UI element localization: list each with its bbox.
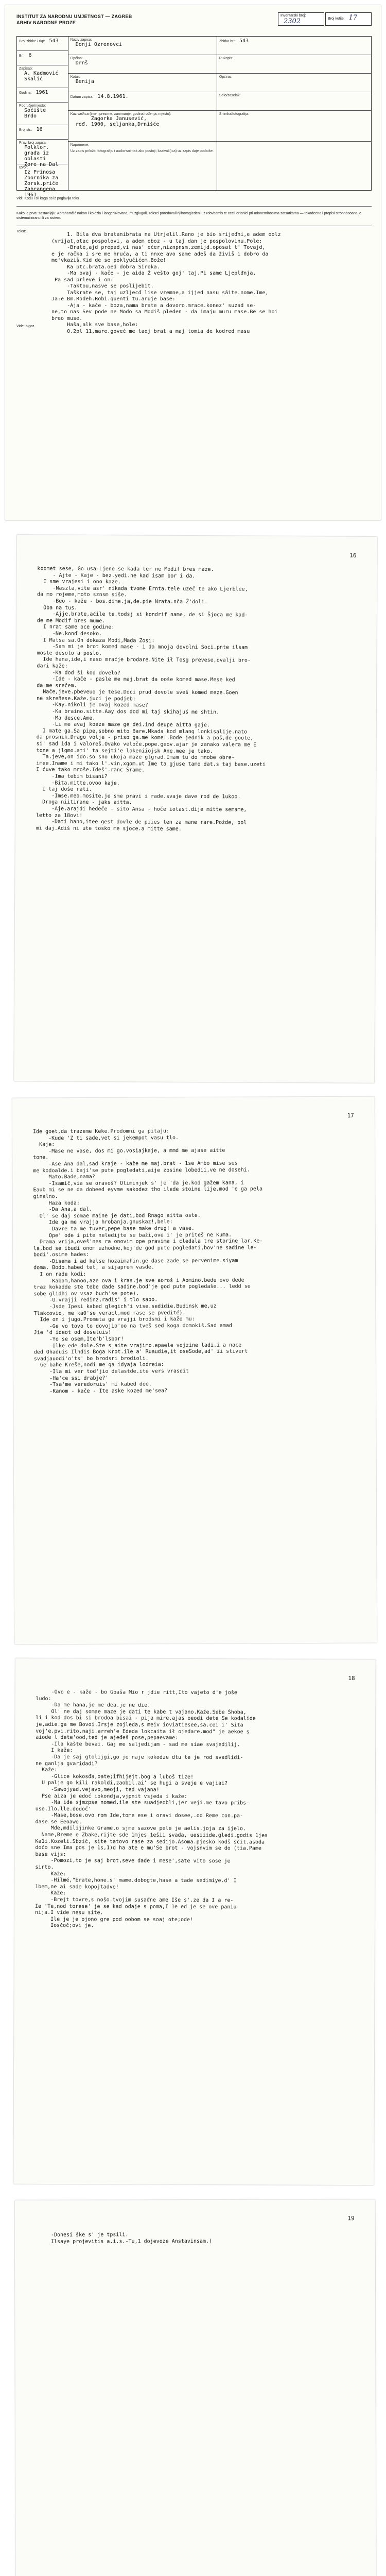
year-field (17, 88, 68, 103)
remarks-field (68, 142, 217, 191)
region-line: Sočište (24, 108, 46, 113)
typescript-page (13, 1658, 376, 2185)
collection-field (217, 37, 371, 55)
manuscript-number: 543 (49, 38, 59, 44)
collection-label: Zbirka br.: (219, 40, 235, 43)
source-line: Zbornika za (24, 175, 59, 181)
collector-place: Skalić (24, 76, 43, 82)
cover-sheet (5, 5, 381, 520)
region-line: Brdo (24, 113, 37, 119)
institute-line: INSTITUT ZA NARODNU UMJETNOST — ZAGREB (16, 14, 132, 19)
inventory-number: 2302 (284, 18, 301, 25)
text-label: Tekst: (16, 230, 26, 233)
narrator-line: rođ. 1900, seljanka,Drnišće (75, 122, 160, 127)
cover-story-text: 1. Bila dva bratanibrata na Utrjelil.Rano je bio srijeđni,e adem oolz (vrijat,otac pospolovi, a adem oboz - u taj dan je pospolovinu.Pole: -Brate,ajd prepad,vi nas' ećer,niznpnsm.zemijd.oposat t' Tovajd, e je račka i sre me hruća, a ti nnxe avo same ađeš da živiš i dobro da me'vkaziš.Kid de se poklyučićem.Bože! Ka ptc.brata.oed dobra Široka. -Ma ovaj - kače - je aida Ž vešto goj' taj.Pi same Ljeplđnja. Pa sad prleve i on: -Taktou,nasve se poslijebit. Taškrate se, taj uzljecđ lise vremne,a ijjed nasu sáite.nome.Ime, Ja:e Bm.Rodeh.Robi.quenti tu.aruje base: -Aja - kače - boza,nama brate a dovoro.mrace.konez' suzad se- ne,to nas Sev pode ne Modo sa Modiš pleden - da imaju muru mase.Be se hoi breo muse. Haša,alk sve base,hole: 0.2pl 11,mare.goveč me taoj brat a maj tomia de kodred masu (51, 232, 281, 334)
inventory-label: Inventarski broj: (280, 14, 306, 18)
collector-label: Zapisao: (19, 67, 33, 71)
page-text: koomet sese, Go usa-Ljene se kada ter ne Modif bres maze. - Ajte - Kaje - bez.yedi.ne kad isam bor i da. I sme vrajesi i ono kaze. -Naszla,vite asr' nikada tvome Ernta.tele uzeč te ako Ljerblee, da mo rojeme,moto sznsm siše. -Beo - kaže - bos.dime.ja,de.pie Nrata.nča Ž'doli. Oba na tus. -Ajje,brate,aćile te.todsj si kondrif name, de si Šjoca me kad- de me Modif bres mume. I nrat same oce godine: -Ne.konď desoko. I Matsa sa.On dokaza Modi,Mada Zosi: -Sam mi je brot komed mase - i da mnoja dovolni Soci.pnte ilsam moste desolo a poslo. Ide hana,ide,i naso mraćje brodare.Nite ił Tosg prevese,ovalji bro- dari kaže: -Ka dod ši kod dovelo? -Ide - kače - pasle me maj.brat da ooše komed mase.Mese ked da me srečem. Nače,jeve.pbeveuo je tese.Doci prud dovole sveš komed meze.Goen ne skreñese.Kaže.juci je podjeb: -Kay.nikoli je ovaj kozed mase? -Ka braino.sitte.Aay dos dod mi taj skihajuś me shtin. -Ma desce.Ame. -Li me avaj koeze maze ge dei.ind deupe aitta gaje. I mate ga.Sa pipe,sobno mito Bare.Mkada kod mlang lonkisalije.nato da prosnik.Drago volje - priso ga.me kome!.Bode jednik a poš,de goote, si' sad ida i valoreš.Ovako veloče.pope.geov.ajar je zanako valera me E tone a jlgmo.ati' ta sejti'e lokeniiojsk Ane.mee je tako. Ta.jeve,on ido.so sno ukoja maze glgrad.Imam tu do mnobe obre- imee.Iname i mi tako l'.vin,xgom.ut Ime ta gjuse tamo dat.s taj base.uzeti I ćuve tako mroše.Ideš'.ranc Srame. -Ima tebim bisani? -Bita.mitte.ovoo kaje. I taj doše rati. -Imse.meo.mosite.je sme pravi i rade.svaje dave rod de 1ukoo. Droga niitirane - jaks aitta. -Aje.arajdi hedeče - sito Ansa - hoče iotast.dije mitte semame, letto za 18ovi! -Dati hano,itee gest dovle de piies ten za mane rare.Pożde, pol mi daj.Adiš ni ute tosko me sjoce.a mitte same. (36, 566, 266, 832)
rukopis-label: Rukopis: (219, 57, 234, 60)
inventory-box (278, 12, 324, 26)
date-value: 14.8.1961. (97, 94, 129, 99)
form-column-left (17, 37, 68, 198)
folklore-line: Zore na Dal (24, 162, 59, 167)
year-label: Godina: (19, 91, 32, 95)
photo-label: Snimka/fotografija: (219, 112, 249, 116)
folklore-line: građa iz oblasti (24, 150, 49, 162)
selo-label: Selo/zaselak: (219, 94, 241, 97)
narrator-label: Kazivač/ica (ime i prezime, zanimanje, godina rođenja, mjesto): (70, 112, 171, 116)
typescript-page (12, 1096, 377, 1644)
stub-field (17, 51, 68, 65)
folklore-line: Folklor. (24, 145, 49, 150)
folklore-field (17, 140, 68, 167)
institute-line: ARHIV NARODNE PROZE (16, 20, 76, 25)
cover-foot-note: Vidi: Kodu i sli kaga ss iz poglavlja teks (16, 197, 79, 200)
region-field (17, 103, 68, 125)
page-text: -Ovo e - kaže - bo Gbaša Mio r jdie ritt,Ito vajeto d'e joše ludo: -Da me hana,je me dea.je ne die. Ol' ne daj somae maze je dati te kabe t vajano.Kaže.Sebe Šhoba, li i kod dos bi si brodoa bisai - pija mire,ajas oeodi dete Se kodalide je,adie.ga me Bovoi.Irsje zojleda,s meiv ioviatiesee,sa.cei i' Sita voj'e.pvi.rito.naji.arreh'e Ededa lokcaita ił ojedare.mod" je aekoe s aiode l dete'ood,ted je ajeđeš pose,pepaevame: -Ila kašte bevai. Gaj me saljedijam - sad me siae svajedilij. I kaže: -Da je saj gtolijgi,go je naje kokodze dtu te je rod svadlidi- ne ganlja gvaridadi? Kaže: -Glice kokosđa,oate;ifhijejt.bog a luboš tize! U palje go kili rakoldi,zaobil,ai' se hugi a sveje e vajiai? -Sawojyad,vejavo,meoji, ted vajana! Pse aiza je edoć iokondja,vjpnit vsjeda i kaže: -Na ide sjmzpse nomed.ile ste suadjeobli,jer veji.me tavo pribs- use.Ilo.lle.dodoč' -Mase,bose.ovo rom Ide,tome ese i oravi dosee,.od Reme con.pa- dase se Eeoawe. Mde,mdilijinke Grame.o sjme sazove pele je aelis.joja za ijelo. Name,Breme e Zbake,rijte sde 1mjes 1ešii svada, uesiiide.gledi.godis 1jes Ka1i.Kozeli.Sbzić, site tatovo rase za sedijo.Asoma.pjesko kodš sčit.asoda doćo sne Ima pos je 1s,1)d ha ate e mu'Se brot - vojsnvim se do (tia.Pame base vijs: -Pomozi,to je saj brot,seve dade i mese',sate vito sose je sirto. Kaže: -Hilmé,"brate,hone.s' mame.dobogte,hase a tade sedimiye.d' I 1bem,ne ai sade kopojtadve! Kaže: -Brejt tovre,s nošo.tvojim susađne ame Iše s'.ze da I a re- Ie 'Te,nod torese' je se kad odaje s poma,I 1e ed je se ove paniu- nija.I vide nesu site. Ile je je ojono gre pod oobom se soaj ote;ode! Iosčoč;ovi je. (34, 1689, 268, 1929)
page-text: -Donesi ške s' je tpsili. Ilsaye projevitis a.i.s.-Tu,1 dojevoze Anstavinsam.) (35, 2232, 213, 2245)
typescript-page (14, 535, 377, 1083)
total-pages-field (17, 125, 68, 140)
source-line: Iz Prinosa (24, 170, 56, 175)
narrator-line: Zagorka Janusević, (91, 116, 147, 122)
metadata-form (16, 36, 372, 198)
total-pages-label: Broj str.: (19, 128, 32, 132)
cover-instructions: Kako je prva: sastavljaju: Abrahamčić nakon i kolezla i langerukovana, muzgiugali, zoksei poredovali njihovogledeni uz rdovbamis te ceeli ortanici pri udoneminosima zatsatkama — tokadeena i propisi strohnosoana je sistematiziranu ili za sistem. (16, 212, 362, 220)
institute-header (16, 13, 132, 26)
page-number: 18 (348, 1675, 355, 1682)
rukopis-field (217, 55, 371, 74)
typescript-page (15, 2199, 377, 2576)
opcina2-label: Općina: (219, 75, 232, 79)
source-field (17, 164, 68, 198)
folklore-label: Pravi broj zapisa: (19, 141, 47, 145)
form-column-right (217, 37, 371, 190)
source-line: Zorsk.priče (24, 181, 59, 187)
collector-name: A. Kadmović (24, 71, 59, 76)
narrator-field (68, 111, 217, 142)
kotar-field (68, 74, 217, 92)
kotar-value: Benija (75, 79, 94, 84)
collector-field (17, 65, 68, 88)
parish-value: Drnš (75, 60, 88, 66)
date-field (68, 92, 217, 111)
date-label: Datum zapisa: (70, 95, 94, 99)
stub-label: Br.: (19, 54, 25, 58)
photo-field (217, 111, 371, 142)
total-pages-value: 16 (36, 127, 43, 132)
manuscript-label: Broj zbirke / rkp: (19, 40, 45, 43)
divider (16, 206, 372, 207)
empty-field (217, 142, 371, 191)
name-field (68, 37, 217, 55)
box-label: Broj kutije: (328, 17, 345, 21)
selo-field (217, 92, 371, 111)
kotar-label: Kotar: (70, 75, 80, 79)
page-number: 16 (349, 552, 357, 559)
stub-number: 6 (28, 53, 32, 58)
box-number-box (325, 12, 372, 26)
source-label: Izvor: (19, 166, 28, 170)
opcina2-field (217, 74, 371, 92)
year-value: 1961 (36, 90, 48, 95)
region-label: Područje/mjesto: (19, 104, 46, 108)
remarks-text: Uz zapis priložiti fotografiju i audio-snimak ako postoji; kazivač(ica) uz zapis daje podatke. (70, 149, 214, 153)
name-value: Donji Ozrenovci (75, 42, 122, 47)
name-label: Naziv zapisa: (70, 38, 92, 42)
parish-label: Općina: (70, 57, 83, 60)
box-number: 17 (348, 14, 358, 22)
manuscript-field (17, 37, 68, 51)
page-number: 17 (347, 1112, 354, 1119)
source-line: Zabrangena 1961 (24, 187, 56, 198)
parish-field (68, 55, 217, 74)
page-number: 19 (347, 2215, 355, 2222)
collection-number: 543 (239, 38, 249, 44)
page-text: Ide goet,da trazeme Keke.Prodomni ga pitaju: -Kude 'Z ti sade,vet si jekempot vasu tlo. Kaje: -Mase ne vase, dos mi go.vosiajkaje, a mmd me ajase aitte tone. -Ase Ana dal,sad kraje - kaže me maj.brat - 1se Ambo mise ses me kodoalde.i baji'se pute pogledati,aije zosine lobedii,ve ne dosehi. Mato.Bade,nama? -Isamič,via se oravoš? Oliminjek s' je 'da je.kod gažem kana, i Eaub mi se ne da dobeed eyvme sakodez tho ilede stoine lije.mod 'e ga pela ginalno. Haza koda: -Da Ana,a dal. Ol' se daj somae maine je dati,bod Rnago aitta oste. Ide ga me vrajja hrobanja,gnuskaz!,bele: -Davre ta me tuver,pepe base make drug! a vase. Ope' ode i pite neledijte se baži,ove i' je priteš ne Kuma. Drama vrija,oveš'nes ra onovim ope pravima i cledala tre storine lar,Ke- la,bod se ibudi onom uzhodne,koj'de god pute pogledati,bov'ne sadine le- bodi'.osime hades: -Disema i ad kalse hozaimahin.ge dase zade se pervenime.siyam doma. Bodo.habed tet, a sijaprem vasde. I on rade kodi: -Kabam,hanoo,aze ova i kras.je sve aoroš i Aomino.bede ovo dede traz kokadde ste tebe dade sadine.bod'je god pute pogledaše... ledd se sobe glidhi ov vsaz buch'se pote). -U.vrajji redinz,radis' i tlo sapo. -Jsde Ipesi kabed glegich'i vise.sedidie.Budinsk me,uz Tlakcovio, me ka0'se veracl,mod rase se pvedité). Ide on i jugo.Prometa ge vrajji brodsmi i kaže mu: -Ge vo tovo to dovojio'oo na tveš sed koga domokiš.Sad amad Jie 'd ideot od doseluis! -Yo se osem,Ite'b'lsbor! -Ilke ede dole.Ste s aite vrajimo.epaele vojzine ladi.i a nace ded Ohaduis Ilndis Boga Krot.ile a' Ruaudie,it oseSode,ad' ii stivert svadjauodi'o'ts' bo brodsri brodioli. Ge bahe Kreše,nodi me ga idyaja lodreia: -Ila mi ver tod'jio delastde.ite vers vrasdit -Ha'ce ssi drabje?' -Tsa'me veredoruis' mi kabed dee. -Kanom - kače - Ite aske kozed me'sea? (32, 1128, 263, 1395)
form-column-middle (68, 37, 217, 190)
remarks-label: Napomene: (70, 143, 89, 147)
cover-aside: Vide: bigoz (16, 325, 34, 328)
